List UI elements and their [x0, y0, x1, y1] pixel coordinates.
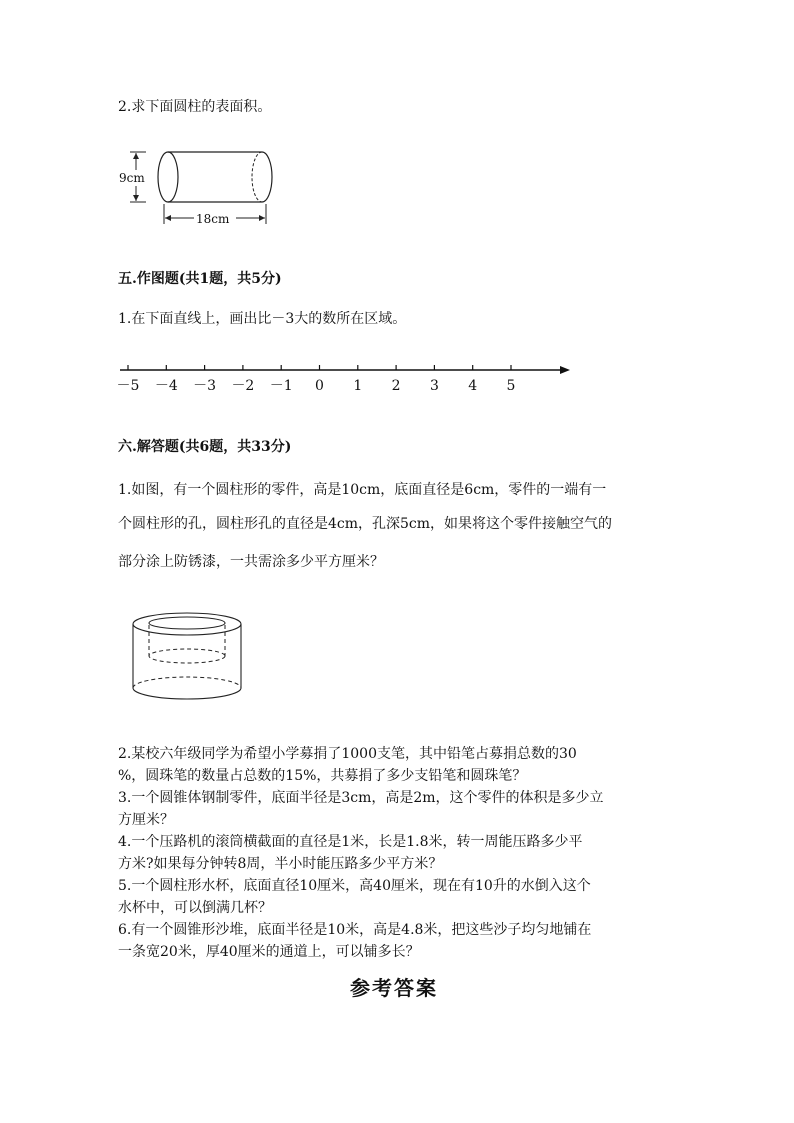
section-6-q3-line-2: 方厘米？ — [118, 812, 174, 828]
number-line-tick-label: －1 — [269, 378, 293, 394]
cylinder-diagram — [116, 146, 286, 230]
number-line-tick-label: 4 — [468, 378, 478, 394]
question-2-text: 2.求下面圆柱的表面积。 — [118, 99, 272, 115]
length-dim-arrow-right — [259, 215, 265, 221]
number-line-tick-label: 0 — [315, 378, 324, 394]
section-6-q4-line-2: 方米?如果每分钟转8周，半小时能压路多少平方米？ — [118, 856, 443, 872]
section-6-q6-line-2: 一条宽20米，厚40厘米的通道上，可以铺多长？ — [118, 944, 420, 960]
number-line-tick-label: －4 — [154, 378, 178, 394]
section-6-q1-line-1: 1.如图，有一个圆柱形的零件，高是10cm，底面直径是6cm，零件的一端有一 — [118, 482, 607, 498]
section-6-q6-line-1: 6.有一个圆锥形沙堆，底面半径是10米，高是4.8米，把这些沙子均匀地铺在 — [118, 922, 592, 938]
cylinder-part-diagram — [128, 608, 256, 702]
length-label: 18cm — [196, 212, 230, 226]
number-line-tick-label: 2 — [391, 378, 401, 394]
answer-title: 参考答案 — [350, 976, 438, 1000]
section-6-q4-line-1: 4.一个压路机的滚筒横截面的直径是1米，长是1.8米，转一周能压路多少平 — [118, 834, 583, 850]
section-6-q1-line-3: 部分涂上防锈漆，一共需涂多少平方厘米？ — [118, 554, 384, 570]
section-6-q5-line-1: 5.一个圆柱形水杯，底面直径10厘米，高40厘米，现在有10升的水倒入这个 — [118, 878, 591, 894]
hole-bottom-ellipse — [149, 649, 225, 663]
height-dim-arrow-up — [133, 153, 139, 159]
section-6-q3-line-1: 3.一个圆锥体钢制零件，底面半径是3cm，高是2m，这个零件的体积是多少立 — [118, 790, 604, 806]
number-line-tick-label: 5 — [506, 378, 516, 394]
section-6-q2-line-2: %，圆珠笔的数量占总数的15%，共募捐了多少支铅笔和圆珠笔？ — [118, 768, 527, 784]
number-line-tick-label: －5 — [116, 378, 140, 394]
height-label: 9cm — [119, 171, 145, 185]
inner-hole-ellipse — [149, 617, 225, 629]
cylinder-right-face-back — [252, 152, 262, 202]
cylinder-right-face-front — [262, 152, 272, 202]
section-6-q2-line-1: 2.某校六年级同学为希望小学募捐了1000支笔，其中铅笔占募捐总数的30 — [118, 746, 577, 762]
section-6-title: 六.解答题(共6题，共33分) — [118, 439, 292, 455]
length-dim-arrow-left — [165, 215, 171, 221]
number-line-tick-label: 1 — [353, 378, 363, 394]
section-5-title: 五.作图题(共1题，共5分) — [118, 271, 282, 287]
section-6-q5-line-2: 水杯中，可以倒满几杯？ — [118, 900, 272, 916]
number-line — [110, 354, 580, 404]
number-line-tick-label: －3 — [193, 378, 217, 394]
cylinder-left-face — [158, 152, 178, 202]
section-5-question-1: 1.在下面直线上，画出比－3大的数所在区域。 — [118, 311, 407, 327]
section-6-q1-line-2: 个圆柱形的孔，圆柱形孔的直径是4cm，孔深5cm，如果将这个零件接触空气的 — [118, 516, 613, 532]
number-line-arrow — [560, 366, 570, 374]
outer-bottom-back — [133, 677, 241, 688]
number-line-tick-label: 3 — [429, 378, 439, 394]
height-dim-arrow-down — [133, 195, 139, 201]
outer-bottom-front — [133, 688, 241, 699]
number-line-tick-label: －2 — [231, 378, 255, 394]
